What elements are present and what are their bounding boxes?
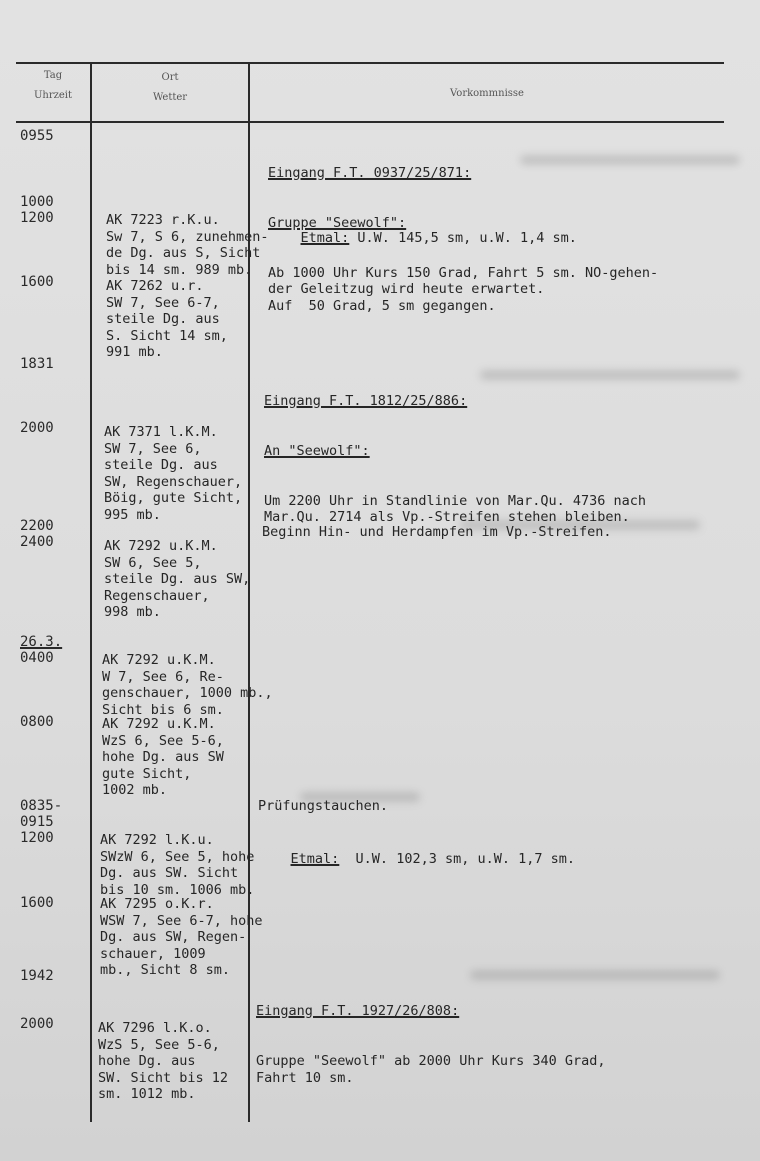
- event-entry: Beginn Hin- und Herdampfen im Vp.-Streifen.: [262, 524, 612, 540]
- header-ort-wetter: [95, 68, 245, 108]
- message-body: Um 2200 Uhr in Standlinie von Mar.Qu. 4736 nach Mar.Qu. 2714 als Vp.-Streifen stehen bleiben.: [264, 492, 647, 526]
- event-entry: Prüfungstauchen.: [258, 798, 389, 814]
- header-tag: Tag: [43, 70, 63, 81]
- position-weather-entry: AK 7292 u.K.M. SW 6, See 5, steile Dg. aus SW, Regenschauer, 998 mb.: [104, 538, 251, 621]
- header-uhrzeit: Uhrzeit: [33, 90, 73, 101]
- message-body: Ab 1000 Uhr Kurs 150 Grad, Fahrt 5 sm. NO-gehen- der Geleitzug wird heute erwartet. Auf 50 Grad, 5 sm gegangen.: [268, 264, 659, 314]
- time-entry: 2000: [20, 420, 54, 436]
- position-weather-entry: AK 7292 u.K.M. W 7, See 6, Re- genschauer, 1000 mb., Sicht bis 6 sm.: [102, 652, 273, 718]
- position-weather-entry: AK 7371 l.K.M. SW 7, See 6, steile Dg. aus SW, Regenschauer, Böig, gute Sicht, 995 mb.: [104, 424, 243, 523]
- header-vorkommnisse-label: Vorkommnisse: [450, 88, 524, 99]
- etmal-text: U.W. 102,3 sm, u.W. 1,7 sm.: [339, 850, 575, 867]
- radio-message-3: [256, 970, 606, 1119]
- etmal-label: Etmal:: [300, 229, 350, 246]
- time-entry: 0835- 0915 1200: [20, 798, 63, 846]
- etmal-entry-2: [258, 834, 575, 884]
- message-heading: Eingang F.T. 1812/25/886:: [264, 393, 468, 410]
- etmal-label: Etmal:: [290, 850, 340, 867]
- table-top-rule: [16, 62, 724, 64]
- etmal-entry-1: [268, 213, 577, 263]
- time-entry: 0955: [20, 128, 54, 144]
- time-entry: 0800: [20, 714, 54, 730]
- header-ort: Ort: [161, 72, 179, 83]
- position-weather-entry: AK 7296 l.K.o. WzS 5, See 5-6, hohe Dg. aus SW. Sicht bis 12 sm. 1012 mb.: [98, 1020, 229, 1103]
- position-weather-entry: AK 7223 r.K.u. Sw 7, S 6, zunehmen- de Dg. aus S, Sicht bis 14 sm. 989 mb.: [106, 212, 269, 278]
- time-entry: 2200 2400: [20, 518, 54, 550]
- position-weather-entry: AK 7292 u.K.M. WzS 6, See 5-6, hohe Dg. aus SW gute Sicht, 1002 mb.: [102, 716, 224, 799]
- message-recipient: An "Seewolf":: [264, 442, 370, 459]
- message-heading: Eingang F.T. 0937/25/871:: [268, 165, 472, 182]
- header-wetter: Wetter: [152, 92, 188, 103]
- position-weather-entry: AK 7295 o.K.r. WSW 7, See 6-7, hohe Dg. aus SW, Regen- schauer, 1009 mb., Sicht 8 sm.: [100, 896, 263, 979]
- header-tag-uhrzeit: [18, 66, 88, 106]
- time-entry: 0400: [20, 650, 54, 666]
- etmal-text: U.W. 145,5 sm, u.W. 1,4 sm.: [349, 229, 577, 246]
- header-vorkommnisse: [252, 84, 722, 104]
- message-heading: Eingang F.T. 1927/26/808:: [256, 1003, 460, 1020]
- time-entry: 2000: [20, 1016, 54, 1032]
- time-entry: 1942: [20, 968, 54, 984]
- header-bottom-rule: [16, 121, 724, 123]
- date-entry: 26.3.: [20, 634, 63, 650]
- message-recipient: Gruppe "Seewolf":: [268, 214, 407, 231]
- message-body: Gruppe "Seewolf" ab 2000 Uhr Kurs 340 Grad, Fahrt 10 sm.: [256, 1052, 606, 1086]
- time-entry: 1600: [20, 274, 54, 290]
- column-divider-1: [90, 62, 92, 1122]
- position-weather-entry: AK 7292 l.K.u. SWzW 6, See 5, hohe Dg. aus SW. Sicht bis 10 sm. 1006 mb.: [100, 832, 255, 898]
- time-entry: 1831: [20, 356, 54, 372]
- time-entry: 1000 1200: [20, 194, 54, 226]
- time-entry: 1600: [20, 895, 54, 911]
- position-weather-entry: AK 7262 u.r. SW 7, See 6-7, steile Dg. aus S. Sicht 14 sm, 991 mb.: [106, 278, 228, 361]
